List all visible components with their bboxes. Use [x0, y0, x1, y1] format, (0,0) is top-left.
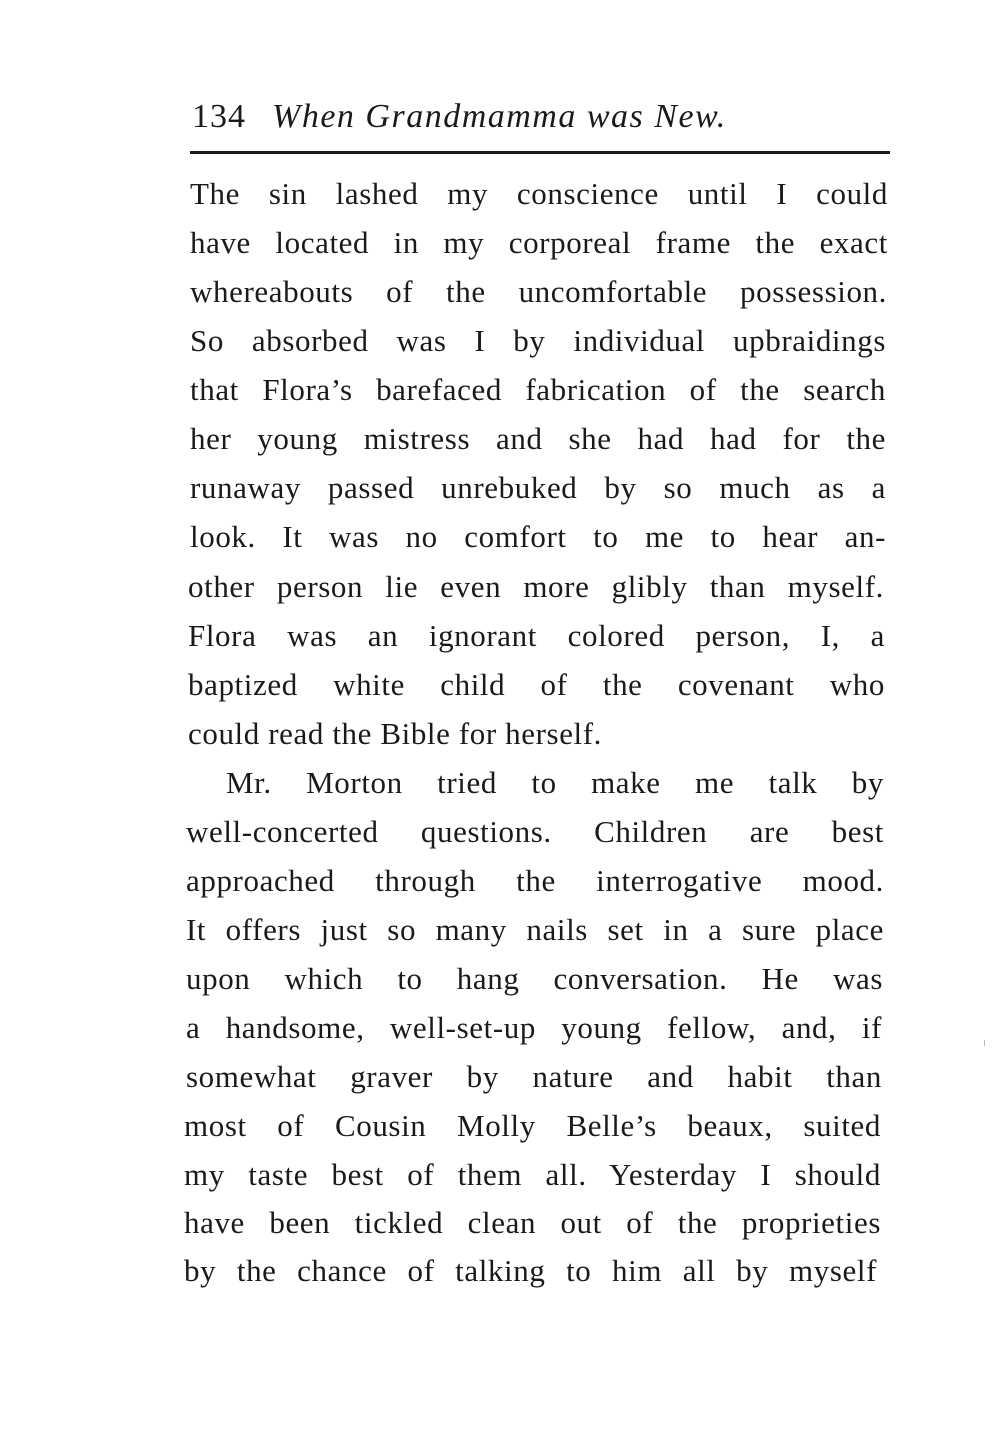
margin-speck: [984, 1040, 985, 1046]
text-line: upon which to hang conversation. He was: [186, 961, 883, 996]
running-title: When Grandmamma was New.: [272, 98, 727, 135]
text-line: It offers just so many nails set in a sure place: [186, 912, 884, 947]
text-line: most of Cousin Molly Belle’s beaux, suited: [184, 1108, 881, 1143]
text-line: by the chance of talking to him all by myself: [184, 1253, 877, 1288]
text-line: The sin lashed my conscience until I could: [190, 176, 888, 211]
text-line: somewhat graver by nature and habit than: [186, 1059, 882, 1094]
text-line: baptized white child of the covenant who: [188, 667, 885, 702]
text-line: could read the Bible for herself.: [188, 716, 603, 751]
text-line: look. It was no comfort to me to hear an-: [190, 519, 886, 554]
text-line: that Flora’s barefaced fabrication of the search: [190, 372, 886, 407]
text-line: my taste best of them all. Yesterday I should: [184, 1157, 881, 1192]
text-line: well-concerted questions. Children are best: [186, 814, 884, 849]
text-line: other person lie even more glibly than myself.: [188, 569, 884, 604]
running-head: [192, 92, 892, 142]
text-line: a handsome, well-set-up young fellow, and, if: [186, 1010, 882, 1045]
text-line: So absorbed was I by individual upbraidings: [190, 323, 886, 358]
text-line: runaway passed unrebuked by so much as a: [190, 470, 886, 505]
text-line: Mr. Morton tried to make me talk by: [226, 765, 884, 800]
text-line: approached through the interrogative mood.: [186, 863, 884, 898]
text-line: whereabouts of the uncomfortable possession.: [190, 274, 887, 309]
page-number: 134: [192, 98, 246, 135]
text-line: her young mistress and she had had for the: [190, 421, 886, 456]
text-line: Flora was an ignorant colored person, I, a: [188, 618, 885, 653]
text-line: have located in my corporeal frame the exact: [190, 225, 888, 260]
text-line: have been tickled clean out of the proprieties: [184, 1205, 881, 1240]
header-rule: [190, 151, 890, 154]
